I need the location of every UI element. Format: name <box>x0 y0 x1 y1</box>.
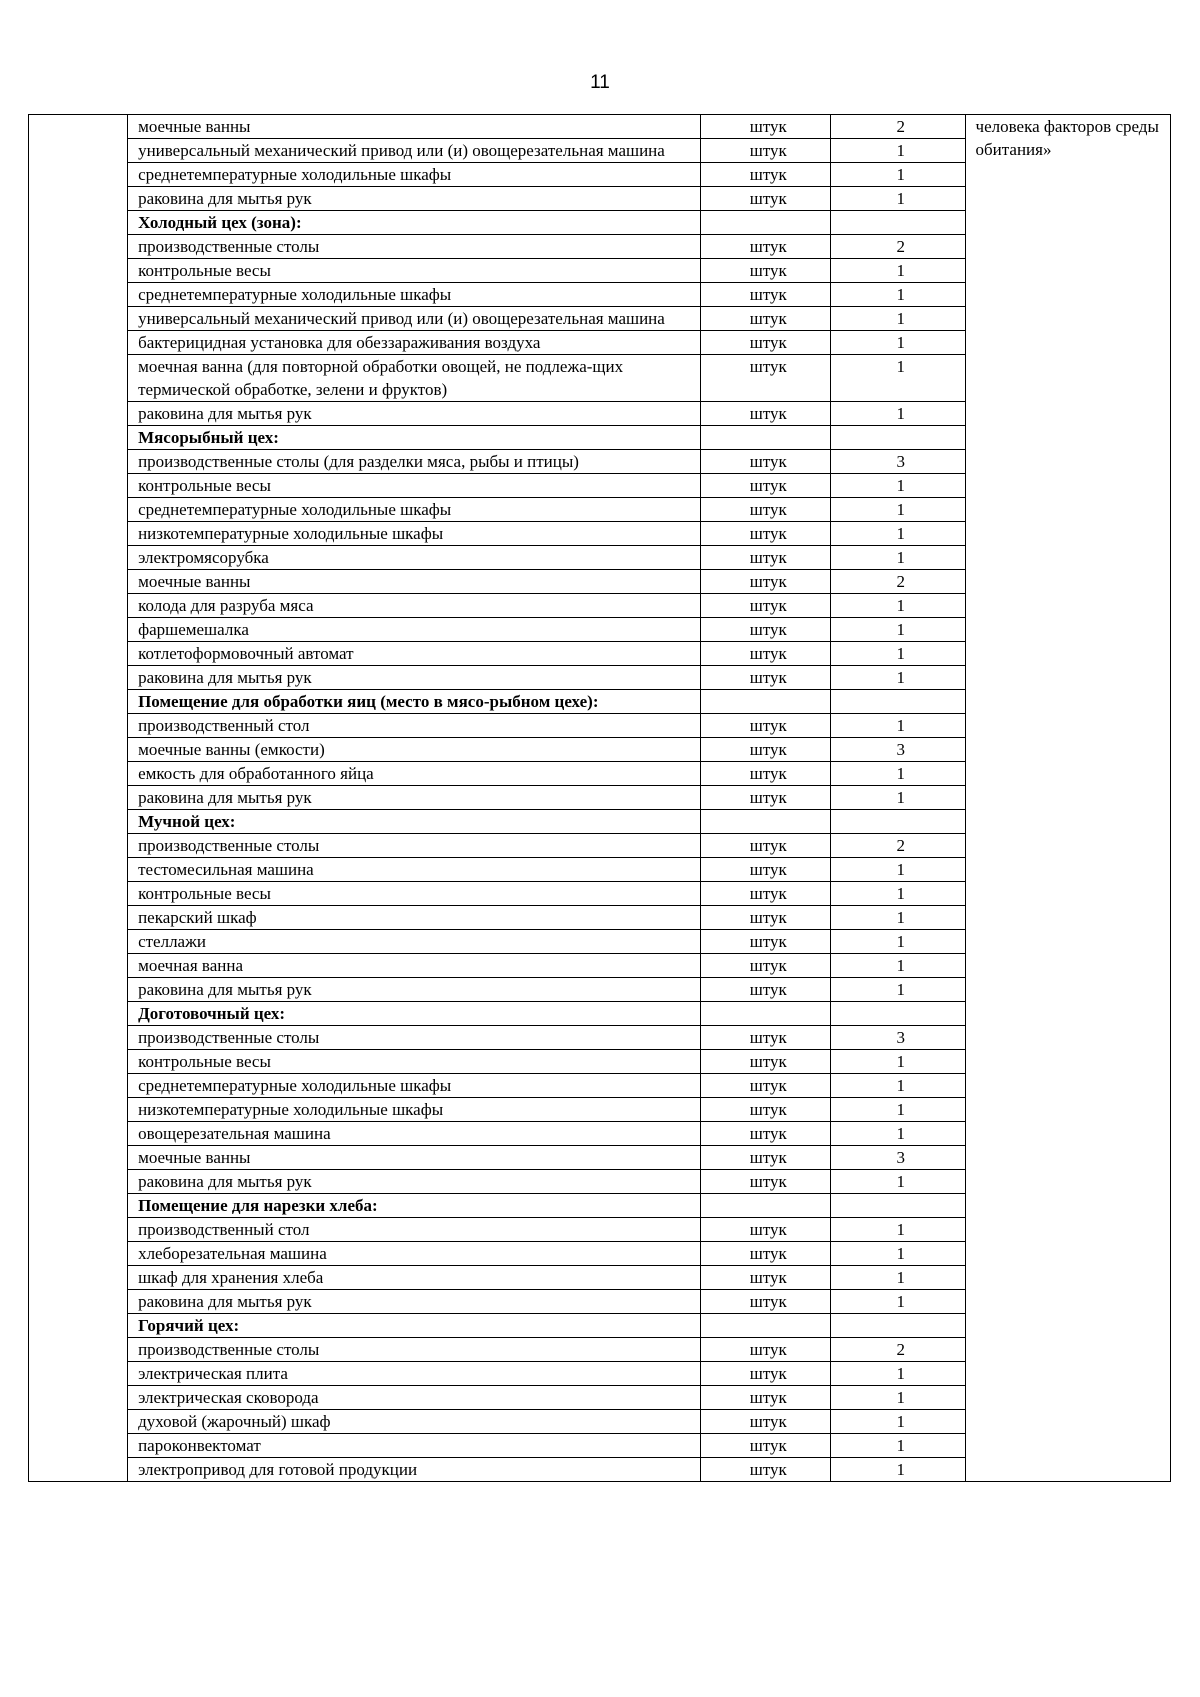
unit-cell: штук <box>700 1434 830 1458</box>
equipment-name: раковина для мытья рук <box>128 978 701 1002</box>
quantity-cell <box>830 1314 965 1338</box>
equipment-name: емкость для обработанного яйца <box>128 762 701 786</box>
unit-cell: штук <box>700 163 830 187</box>
quantity-cell: 1 <box>830 1290 965 1314</box>
unit-cell: штук <box>700 1026 830 1050</box>
equipment-name: шкаф для хранения хлеба <box>128 1266 701 1290</box>
quantity-cell: 1 <box>830 618 965 642</box>
quantity-cell: 1 <box>830 402 965 426</box>
quantity-cell: 2 <box>830 834 965 858</box>
quantity-cell: 1 <box>830 331 965 355</box>
unit-cell: штук <box>700 642 830 666</box>
equipment-name: пароконвектомат <box>128 1434 701 1458</box>
quantity-cell: 1 <box>830 1170 965 1194</box>
unit-cell: штук <box>700 235 830 259</box>
unit-cell: штук <box>700 1362 830 1386</box>
section-heading: Помещение для обработки яиц (место в мясо-рыбном цехе): <box>128 690 701 714</box>
quantity-cell: 1 <box>830 1074 965 1098</box>
quantity-cell <box>830 1194 965 1218</box>
unit-cell: штук <box>700 906 830 930</box>
equipment-name: моечные ванны <box>128 570 701 594</box>
quantity-cell: 1 <box>830 906 965 930</box>
unit-cell: штук <box>700 618 830 642</box>
quantity-cell: 1 <box>830 954 965 978</box>
equipment-name: производственный стол <box>128 714 701 738</box>
quantity-cell: 1 <box>830 474 965 498</box>
unit-cell: штук <box>700 594 830 618</box>
unit-cell: штук <box>700 882 830 906</box>
quantity-cell: 1 <box>830 1050 965 1074</box>
unit-cell: штук <box>700 283 830 307</box>
equipment-name: электромясорубка <box>128 546 701 570</box>
unit-cell: штук <box>700 1458 830 1482</box>
equipment-name: стеллажи <box>128 930 701 954</box>
equipment-name: пекарский шкаф <box>128 906 701 930</box>
quantity-cell: 1 <box>830 1218 965 1242</box>
quantity-cell <box>830 1002 965 1026</box>
equipment-name: контрольные весы <box>128 474 701 498</box>
equipment-name: производственные столы (для разделки мяса, рыбы и птицы) <box>128 450 701 474</box>
equipment-name: производственные столы <box>128 834 701 858</box>
unit-cell: штук <box>700 762 830 786</box>
equipment-name: среднетемпературные холодильные шкафы <box>128 1074 701 1098</box>
section-heading: Горячий цех: <box>128 1314 701 1338</box>
section-heading: Доготовочный цех: <box>128 1002 701 1026</box>
equipment-name: хлеборезательная машина <box>128 1242 701 1266</box>
equipment-name: моечные ванны (емкости) <box>128 738 701 762</box>
equipment-name: универсальный механический привод или (и) овощерезательная машина <box>128 307 701 331</box>
equipment-name: моечная ванна (для повторной обработки овощей, не подлежа-щих термической обработке, зелени и фруктов) <box>128 355 701 402</box>
unit-cell: штук <box>700 714 830 738</box>
unit-cell: штук <box>700 546 830 570</box>
unit-cell: штук <box>700 786 830 810</box>
quantity-cell: 1 <box>830 259 965 283</box>
section-heading: Холодный цех (зона): <box>128 211 701 235</box>
quantity-cell: 2 <box>830 570 965 594</box>
equipment-name: тестомесильная машина <box>128 858 701 882</box>
unit-cell: штук <box>700 450 830 474</box>
quantity-cell: 1 <box>830 283 965 307</box>
equipment-name: универсальный механический привод или (и) овощерезательная машина <box>128 139 701 163</box>
equipment-name: контрольные весы <box>128 882 701 906</box>
quantity-cell: 1 <box>830 594 965 618</box>
equipment-name: раковина для мытья рук <box>128 666 701 690</box>
equipment-name: производственные столы <box>128 235 701 259</box>
equipment-name: моечные ванны <box>128 1146 701 1170</box>
unit-cell: штук <box>700 978 830 1002</box>
unit-cell <box>700 426 830 450</box>
unit-cell: штук <box>700 1146 830 1170</box>
quantity-cell: 1 <box>830 522 965 546</box>
quantity-cell: 3 <box>830 1146 965 1170</box>
equipment-name: колода для разруба мяса <box>128 594 701 618</box>
unit-cell <box>700 211 830 235</box>
quantity-cell: 1 <box>830 1434 965 1458</box>
unit-cell: штук <box>700 1410 830 1434</box>
quantity-cell: 1 <box>830 882 965 906</box>
quantity-cell: 2 <box>830 115 965 139</box>
unit-cell: штук <box>700 1170 830 1194</box>
unit-cell <box>700 810 830 834</box>
equipment-name: раковина для мытья рук <box>128 402 701 426</box>
unit-cell: штук <box>700 522 830 546</box>
quantity-cell: 1 <box>830 978 965 1002</box>
unit-cell <box>700 1314 830 1338</box>
quantity-cell: 1 <box>830 1098 965 1122</box>
equipment-name: раковина для мытья рук <box>128 786 701 810</box>
equipment-name: духовой (жарочный) шкаф <box>128 1410 701 1434</box>
quantity-cell: 1 <box>830 666 965 690</box>
quantity-cell: 1 <box>830 1242 965 1266</box>
table-row <box>29 115 1171 139</box>
unit-cell: штук <box>700 834 830 858</box>
quantity-cell: 1 <box>830 642 965 666</box>
quantity-cell: 2 <box>830 235 965 259</box>
unit-cell: штук <box>700 1074 830 1098</box>
blank-number-cell <box>29 115 128 1482</box>
quantity-cell: 3 <box>830 1026 965 1050</box>
quantity-cell <box>830 810 965 834</box>
unit-cell: штук <box>700 738 830 762</box>
quantity-cell: 1 <box>830 930 965 954</box>
unit-cell: штук <box>700 1098 830 1122</box>
unit-cell <box>700 690 830 714</box>
note-cell: человека факторов среды обитания» <box>965 115 1170 1482</box>
unit-cell: штук <box>700 1242 830 1266</box>
equipment-name: овощерезательная машина <box>128 1122 701 1146</box>
equipment-name: среднетемпературные холодильные шкафы <box>128 283 701 307</box>
unit-cell: штук <box>700 666 830 690</box>
quantity-cell: 1 <box>830 1458 965 1482</box>
equipment-name: электрическая плита <box>128 1362 701 1386</box>
quantity-cell: 1 <box>830 187 965 211</box>
equipment-name: производственные столы <box>128 1026 701 1050</box>
unit-cell: штук <box>700 187 830 211</box>
unit-cell: штук <box>700 259 830 283</box>
equipment-name: производственные столы <box>128 1338 701 1362</box>
unit-cell: штук <box>700 115 830 139</box>
unit-cell: штук <box>700 1050 830 1074</box>
section-heading: Мясорыбный цех: <box>128 426 701 450</box>
quantity-cell: 1 <box>830 307 965 331</box>
equipment-name: контрольные весы <box>128 1050 701 1074</box>
quantity-cell <box>830 426 965 450</box>
equipment-name: раковина для мытья рук <box>128 1290 701 1314</box>
unit-cell: штук <box>700 1218 830 1242</box>
unit-cell: штук <box>700 570 830 594</box>
quantity-cell: 1 <box>830 1410 965 1434</box>
quantity-cell: 1 <box>830 1386 965 1410</box>
quantity-cell: 1 <box>830 1122 965 1146</box>
equipment-name: электропривод для готовой продукции <box>128 1458 701 1482</box>
unit-cell: штук <box>700 1338 830 1362</box>
equipment-name: электрическая сковорода <box>128 1386 701 1410</box>
unit-cell: штук <box>700 139 830 163</box>
unit-cell: штук <box>700 1266 830 1290</box>
equipment-name: низкотемпературные холодильные шкафы <box>128 1098 701 1122</box>
unit-cell: штук <box>700 1386 830 1410</box>
equipment-name: бактерицидная установка для обеззараживания воздуха <box>128 331 701 355</box>
unit-cell: штук <box>700 402 830 426</box>
equipment-table-body <box>29 115 1171 1482</box>
unit-cell: штук <box>700 858 830 882</box>
quantity-cell: 1 <box>830 762 965 786</box>
equipment-name: среднетемпературные холодильные шкафы <box>128 163 701 187</box>
equipment-name: низкотемпературные холодильные шкафы <box>128 522 701 546</box>
quantity-cell: 1 <box>830 139 965 163</box>
unit-cell: штук <box>700 474 830 498</box>
unit-cell <box>700 1002 830 1026</box>
quantity-cell: 2 <box>830 1338 965 1362</box>
equipment-name: котлетоформовочный автомат <box>128 642 701 666</box>
unit-cell <box>700 1194 830 1218</box>
equipment-name: моечные ванны <box>128 115 701 139</box>
equipment-name: производственный стол <box>128 1218 701 1242</box>
quantity-cell: 1 <box>830 163 965 187</box>
quantity-cell: 1 <box>830 1362 965 1386</box>
section-heading: Помещение для нарезки хлеба: <box>128 1194 701 1218</box>
unit-cell: штук <box>700 954 830 978</box>
section-heading: Мучной цех: <box>128 810 701 834</box>
quantity-cell: 1 <box>830 714 965 738</box>
unit-cell: штук <box>700 331 830 355</box>
unit-cell: штук <box>700 1122 830 1146</box>
quantity-cell: 1 <box>830 498 965 522</box>
equipment-table <box>28 114 1171 1482</box>
quantity-cell: 1 <box>830 546 965 570</box>
unit-cell: штук <box>700 1290 830 1314</box>
equipment-name: фаршемешалка <box>128 618 701 642</box>
equipment-name: среднетемпературные холодильные шкафы <box>128 498 701 522</box>
quantity-cell: 1 <box>830 1266 965 1290</box>
quantity-cell: 1 <box>830 786 965 810</box>
quantity-cell: 3 <box>830 450 965 474</box>
equipment-name: контрольные весы <box>128 259 701 283</box>
unit-cell: штук <box>700 930 830 954</box>
quantity-cell <box>830 211 965 235</box>
page-number: 11 <box>590 72 610 93</box>
quantity-cell: 1 <box>830 355 965 402</box>
unit-cell: штук <box>700 498 830 522</box>
equipment-name: моечная ванна <box>128 954 701 978</box>
quantity-cell: 3 <box>830 738 965 762</box>
quantity-cell: 1 <box>830 858 965 882</box>
equipment-name: раковина для мытья рук <box>128 1170 701 1194</box>
unit-cell: штук <box>700 355 830 402</box>
equipment-name: раковина для мытья рук <box>128 187 701 211</box>
unit-cell: штук <box>700 307 830 331</box>
quantity-cell <box>830 690 965 714</box>
